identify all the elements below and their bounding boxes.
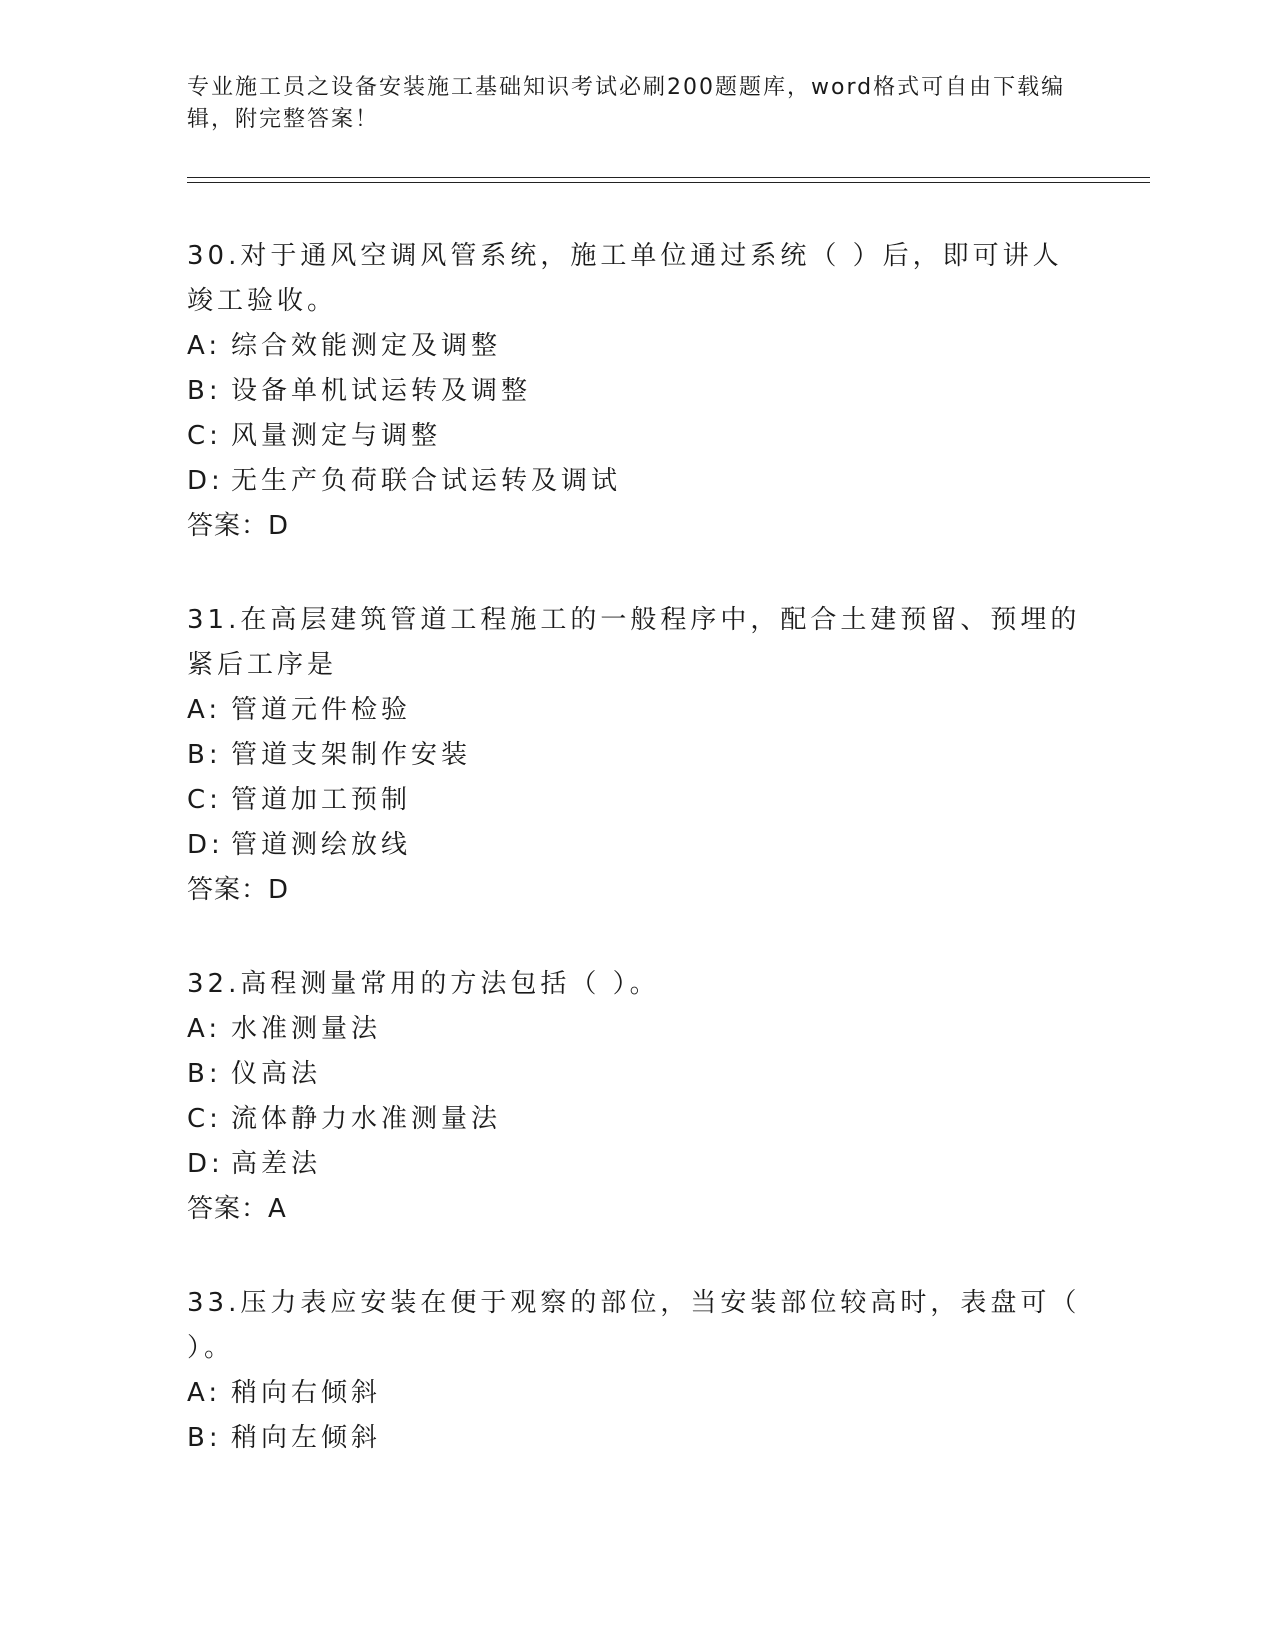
header-divider bbox=[187, 182, 1150, 183]
option-c bbox=[187, 1097, 1087, 1142]
question-stem: 30.对于通风空调风管系统，施工单位通过系统（ ）后，即可讲人竣工验收。 bbox=[187, 241, 1063, 316]
option-a bbox=[187, 324, 1087, 369]
answer: 答案：A bbox=[187, 1194, 287, 1224]
option-a bbox=[187, 688, 1087, 733]
option-letter: C: bbox=[187, 1104, 222, 1134]
option-d bbox=[187, 823, 1087, 868]
option-text: 高差法 bbox=[231, 1149, 322, 1179]
answer: 答案：D bbox=[187, 875, 290, 905]
option-c bbox=[187, 778, 1087, 823]
option-b bbox=[187, 1052, 1087, 1097]
option-text: 管道支架制作安装 bbox=[231, 740, 472, 770]
option-text: 稍向右倾斜 bbox=[231, 1378, 382, 1408]
option-text: 管道元件检验 bbox=[231, 695, 412, 725]
option-d bbox=[187, 459, 1087, 504]
option-d bbox=[187, 1142, 1087, 1187]
option-b bbox=[187, 733, 1087, 778]
option-letter: A: bbox=[187, 695, 222, 725]
option-text: 风量测定与调整 bbox=[231, 421, 442, 451]
option-letter: B: bbox=[187, 740, 222, 770]
option-letter: B: bbox=[187, 376, 222, 406]
header-divider bbox=[187, 177, 1150, 178]
option-letter: A: bbox=[187, 1014, 222, 1044]
option-letter: A: bbox=[187, 331, 222, 361]
option-text: 综合效能测定及调整 bbox=[231, 331, 502, 361]
option-a bbox=[187, 1371, 1087, 1416]
question-stem: 32.高程测量常用的方法包括（ ）。 bbox=[187, 969, 660, 999]
question-stem: 31.在高层建筑管道工程施工的一般程序中，配合土建预留、预埋的紧后工序是 bbox=[187, 605, 1081, 680]
question-33 bbox=[187, 1281, 1087, 1461]
answer: 答案：D bbox=[187, 511, 290, 541]
option-c bbox=[187, 414, 1087, 459]
option-letter: D: bbox=[187, 1149, 224, 1179]
option-letter: A: bbox=[187, 1378, 222, 1408]
option-letter: B: bbox=[187, 1423, 222, 1453]
option-letter: C: bbox=[187, 421, 222, 451]
option-text: 管道加工预制 bbox=[231, 785, 412, 815]
document-header: 专业施工员之设备安装施工基础知识考试必刷200题题库，word格式可自由下载编辑，附完整答案！ bbox=[187, 75, 1066, 132]
option-text: 无生产负荷联合试运转及调试 bbox=[231, 466, 622, 496]
option-text: 仪高法 bbox=[231, 1059, 322, 1089]
question-stem: 33.压力表应安装在便于观察的部位，当安装部位较高时，表盘可（ ）。 bbox=[187, 1288, 1081, 1363]
question-30 bbox=[187, 234, 1087, 549]
option-letter: C: bbox=[187, 785, 222, 815]
option-text: 水准测量法 bbox=[231, 1014, 382, 1044]
option-letter: D: bbox=[187, 830, 224, 860]
option-text: 管道测绘放线 bbox=[231, 830, 412, 860]
option-letter: B: bbox=[187, 1059, 222, 1089]
question-32 bbox=[187, 962, 1087, 1232]
option-letter: D: bbox=[187, 466, 224, 496]
option-text: 设备单机试运转及调整 bbox=[231, 376, 532, 406]
option-b bbox=[187, 369, 1087, 414]
option-a bbox=[187, 1007, 1087, 1052]
option-b bbox=[187, 1416, 1087, 1461]
option-text: 稍向左倾斜 bbox=[231, 1423, 382, 1453]
question-31 bbox=[187, 598, 1087, 913]
option-text: 流体静力水准测量法 bbox=[231, 1104, 502, 1134]
